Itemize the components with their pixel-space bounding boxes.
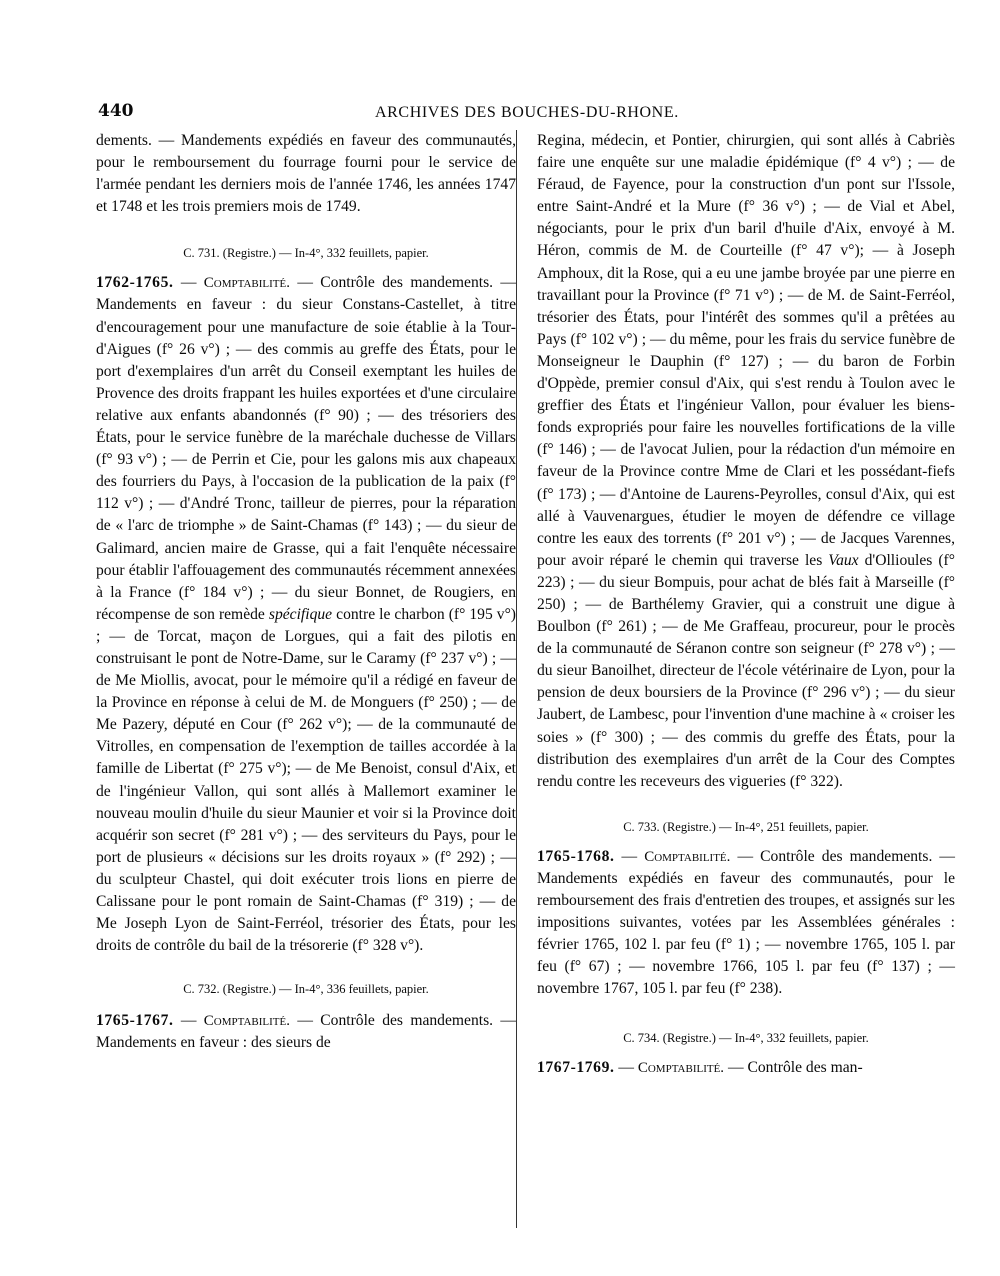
entry-text: — Contrôle des man- [727,1059,863,1077]
entry-text: contre le charbon (f° 195 v°) ; — de Torcat, maçon de Lorgues, qui a fait des pilotis en construisant le pont de Notre-Dame, sur le Caramy (f° 237 v°) ; — de Me Miollis, avocat, pour le mémoire qu'il a rédigé en faveur de la Province en réponse à celui de M. de Monguers (f° 250) ; — de Me Pazery, député en Cour (f° 262 v°); — de la communauté de Vitrolles, en compensation de l'exemption de tailles accordée à la famille de Libertat (f° 275 v°); — de Me Benoist, consul d'Aix, et de l'ingénieur Vallon, qui sont allés à Mallemort examiner le nouveau moulin d'huile du sieur Maunier et voir si la Province doit acquérir son secret (f° 281 v°) ; — des serviteurs du Pays, pour le port de plusieurs « décisions sur les droits royaux » (f° 292) ; — du sculpteur Chastel, qui doit exécuter trois lions en pierre de Calissane pour le pont romain de Saint-Chamas (f° 319) ; — de Me Joseph Lyon de Saint-Ferréol, trésorier des États, pour les droits de contrôle du bail de la trésorerie (f° 328 v°). [96,605,516,955]
cote-c733: C. 733. (Registre.) — In-4°, 251 feuillets, papier. [623,819,869,834]
entry-category: Comptabilité. [637,1060,725,1077]
entry-c734: 1767-1769. — Comptabilité. — Contrôle des man- [537,1059,863,1077]
entry-category: Comptabilité. [203,275,290,292]
entry-text: — Contrôle des mandements. — Mandements en faveur : du sieur Constans-Castellet, à titre d'encouragement pour une manufacture de soie établie à la Tour-d'Aigues (f° 26 v°) ; — des commis au greffe des États, pour le port d'exemplaires d'un arrêt du Conseil exemptant les huiles de Provence des droits frappant les huiles exportées et d'une circulaire relative aux enfants abandonnés (f° 90) ; — des trésoriers des États, pour le service funèbre de la maréchale duchesse de Villars (f° 93 v°) ; — de Perrin et Cie, pour les galons mis aux chapeaux des fourriers du Pays, à l'occasion de la publication de la paix (f° 112 v°) ; — d'André Tronc, tailleur de pierres, pour la réparation de « l'arc de triomphe » de Saint-Chamas (f° 143) ; — du sieur de Galimard, ancien maire de Grasse, qui a fait l'enquête nécessaire pour établir l'affouagement des communautés récemment annexées à la France (f° 184 v°) ; — du sieur Bonnet, de Rougiers, en récompense de son remède [96,274,516,623]
entry-c731: 1762-1765. — Comptabilité. — Contrôle des mandements. — Mandements en faveur : du sieur Constans-Castellet, à titre d'encouragement pour une manufacture de soie établie à la Tour-d'Aigues (f° 26 v°) ; — des commis au greffe des États, pour le port d'exemplaires d'un arrêt du Conseil exemptant les huiles de Provence des droits frappant les huiles exportées et d'une circulaire relative aux enfants abandonnés (f° 90) ; — des trésoriers des États, pour le service funèbre de la maréchale duchesse de Villars (f° 93 v°) ; — de Perrin et Cie, pour les galons mis aux chapeaux des fourriers du Pays, à l'occasion de la publication de la paix (f° 112 v°) ; — d'André Tronc, tailleur de pierres, pour la réparation de « l'arc de triomphe » de Saint-Chamas (f° 143) ; — du sieur de Galimard, ancien maire de Grasse, qui a fait l'enquête nécessaire pour établir l'affouagement des communautés récemment annexées à la France (f° 184 v°) ; — du sieur Bonnet, de Rougiers, en récompense de son remède spécifique contre le charbon (f° 195 v°) ; — de Torcat, maçon de Lorgues, qui a fait des pilotis en construisant le pont de Notre-Dame, sur le Caramy (f° 237 v°) ; — de Me Miollis, avocat, pour le mémoire qu'il a rédigé en faveur de la Province en réponse à celui de M. de Monguers (f° 250) ; — de Me Pazery, député en Cour (f° 262 v°); — de la communauté de Vitrolles, en compensation de l'exemption de tailles accordée à la famille de Libertat (f° 275 v°); — de Me Benoist, consul d'Aix, et de l'ingénieur Vallon, qui sont allés à Mallemort examiner le nouveau moulin d'huile du sieur Maunier et voir si la Province doit acquérir son secret (f° 281 v°) ; — des serviteurs du Pays, pour le port de plusieurs « décisions sur les droits royaux » (f° 292) ; — du sculpteur Chastel, qui doit exécuter trois lions en pierre de Calissane pour le pont romain de Saint-Chamas (f° 319) ; — de Me Joseph Lyon de Saint-Ferréol, trésorier des États, pour les droits de contrôle du bail de la trésorerie (f° 328 v°). [96,274,516,955]
running-title: ARCHIVES DES BOUCHES-DU-RHONE. [375,104,679,121]
continuation-paragraph: dements. — Mandements expédiés en faveur des communautés, pour le remboursement du fourrage fourni pour le service de l'armée pendant les derniers mois de l'année 1746, les années 1747 et 1748 et les trois premiers mois de 1749. [96,132,516,216]
entry-text: — Contrôle des mandements. — Mandements expédiés en faveur des communautés, pour le remboursement des frais d'entretien des troupes, et assignés sur les impositions suivantes, votées par les Assemblées générales : février 1765, 102 l. par feu (f° 1) ; — novembre 1765, 105 l. par feu (f° 67) ; — novembre 1766, 105 l. par feu (f° 137) ; — novembre 1767, 105 l. par feu (f° 238). [537,847,956,998]
cote-c734: C. 734. (Registre.) — In-4°, 332 feuillets, papier. [623,1031,869,1046]
cote-c731: C. 731. (Registre.) — In-4°, 332 feuillets, papier. [183,246,429,261]
page-number: 440 [98,101,134,121]
continuation-text: Regina, médecin, et Pontier, chirurgien, qui sont allés à Cabriès faire une enquête sur une maladie épidémique (f° 4 v°) ; — de Féraud, de Fayence, pour la construction d'un pont sur l'Issole, entre Saint-André et la Mure (f° 36 v°) ; — de Vial et Abel, négociants, pour le prix d'un baril d'huile d'Aix, envoyé à M. Héron, commis de M. de Courteille (f° 47 v°); — à Joseph Amphoux, dit la Rose, qui a eu une jambe broyée par une pierre en travaillant pour la Province (f° 71 v°) ; — de M. de Saint-Ferréol, trésorier des États, pour l'intérêt des sommes qu'il a prêtées au Pays (f° 102 v°) ; — du même, pour les frais du service funèbre de Monseigneur le Dauphin (f° 127) ; — du baron de Forbin d'Oppède, premier consul d'Aix, qui s'est rendu à Toulon avec le greffier des États et l'ingénieur Vallon, pour évaluer les biens-fonds expropriés pour faire les nouvelles fortifications de la ville (f° 146) ; — de l'avocat Julien, pour la rédaction d'un mémoire en faveur de la Province contre Mme de Clari et les possédant-fiefs (f° 173) ; — d'Antoine de Laurens-Peyrolles, consul d'Aix, qui est allé à Vauvenargues, étudier le moyen de défendre ce village contre les eaux des torrents (f° 201 v°) ; — de Jacques Varennes, pour avoir réparé le chemin qui traverse les [537,132,955,569]
continuation-paragraph [537,130,955,793]
column-divider [516,130,517,1228]
italic-term: spécifique [268,605,333,623]
cote-c732: C. 732. (Registre.) — In-4°, 336 feuillets, papier. [183,982,429,997]
entry-text: — Contrôle des mandements. — Mandements en faveur : des sieurs de [96,1012,516,1052]
entry-category: Comptabilité. [203,1013,290,1030]
entry-dates: 1767-1769. [537,1059,615,1077]
entry-c733: 1765-1768. — Comptabilité. — Contrôle des mandements. — Mandements expédiés en faveur des communautés, pour le remboursement des frais d'entretien des troupes, et assignés sur les impositions suivantes, votées par les Assemblées générales : février 1765, 102 l. par feu (f° 1) ; — novembre 1765, 105 l. par feu (f° 67) ; — novembre 1766, 105 l. par feu (f° 137) ; — novembre 1767, 105 l. par feu (f° 238). [537,847,956,998]
left-column [96,130,516,1054]
entry-c732: 1765-1767. — Comptabilité. — Contrôle des mandements. — Mandements en faveur : des sieurs de [96,1012,516,1052]
entry-dates: 1765-1767. [96,1012,174,1030]
continuation-text: d'Ollioules (f° 223) ; — du sieur Bompuis, pour achat de blés fait à Marseille (f° 250) ; — de Barthélemy Gravier, qui a construit une digue à Boulbon (f° 261) ; — de Me Graffeau, procureur, pour le procès de la communauté de Séranon contre son seigneur (f° 278 v°) ; — du sieur Banoilhet, directeur de l'école vétérinaire de Lyon, pour la pension de deux boursiers de la Province (f° 296 v°) ; — du sieur Jaubert, de Lambesc, pour l'invention d'une machine à « croiser les soies » (f° 300) ; — des commis du greffe des États, pour la distribution des exemplaires d'un arrêt de la Cour des Comptes rendu contre les receveurs des vigueries (f° 322). [537,551,955,790]
right-column [537,130,955,1080]
entry-dates: 1762-1765. [96,274,174,292]
italic-term: Vaux [828,551,859,569]
entry-category: Comptabilité. [644,848,731,865]
entry-dates: 1765-1768. [537,847,615,865]
